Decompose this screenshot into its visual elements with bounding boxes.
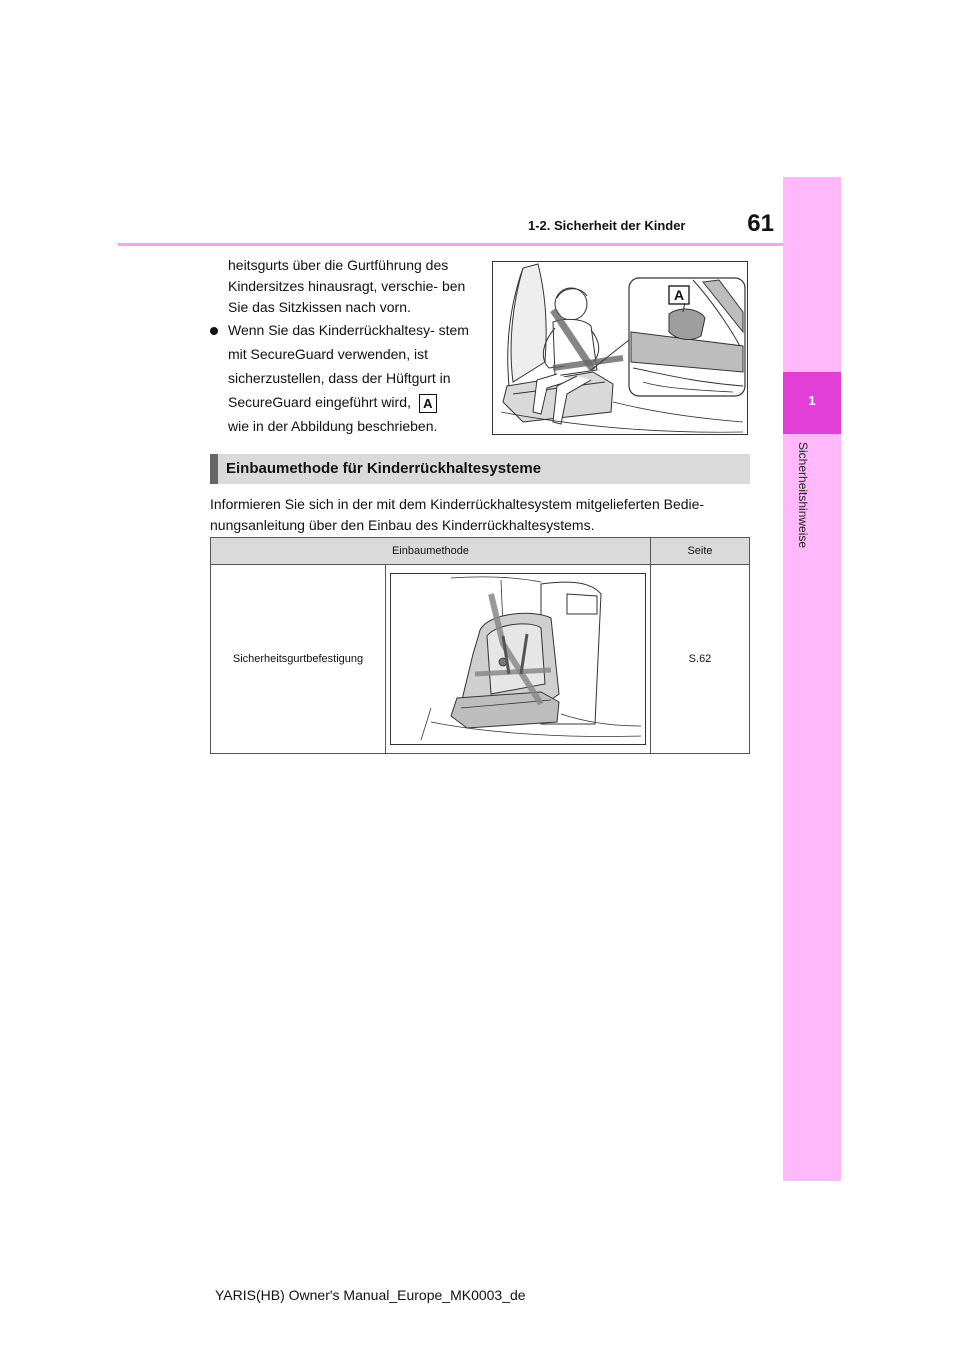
- bullet-paragraph: [228, 318, 480, 438]
- bullet-text-start: Wenn Sie das Kinderrückhaltesy- stem mit SecureGuard verwenden, ist sicherzustellen, dass der Hüftgurt in SecureGuard eingeführt wird,: [228, 322, 469, 410]
- child-seat-drawing: [391, 574, 645, 744]
- child-seat-belt-illustration: [390, 573, 646, 745]
- figure-callout-a: A: [673, 287, 685, 303]
- table-header-row: [211, 538, 750, 565]
- section-title: 1-2. Sicherheit der Kinder: [528, 218, 686, 233]
- section-heading-accent: [210, 454, 218, 484]
- page-reference-cell: S.62: [651, 565, 750, 754]
- column-header-method: Einbaumethode: [211, 538, 651, 565]
- table-row: [211, 565, 750, 754]
- chapter-number: 1: [808, 393, 816, 408]
- chapter-side-band: [783, 177, 841, 1181]
- booster-seat-illustration: [492, 261, 748, 435]
- method-cell: Sicherheitsgurtbefestigung: [211, 565, 386, 754]
- callout-marker-a: A: [419, 394, 437, 413]
- header-rule: [118, 243, 783, 246]
- bullet-text-end: wie in der Abbildung beschrieben.: [228, 418, 438, 434]
- section-heading: Einbaumethode für Kinderrückhaltesysteme: [226, 460, 542, 477]
- illustration-cell: [386, 565, 651, 754]
- intro-paragraph: Informieren Sie sich in der mit dem Kinderrückhaltesystem mitgelieferten Bedie- nungsanleitung über den Einbau des Kinderrückhaltesystems.: [210, 496, 705, 533]
- page-number: 61: [747, 210, 774, 237]
- bullet-icon: [210, 327, 218, 335]
- footer-manual-id: YARIS(HB) Owner's Manual_Europe_MK0003_de: [215, 1287, 526, 1303]
- chapter-label: Sicherheitshinweise: [796, 442, 810, 549]
- installation-method-table: [210, 537, 750, 754]
- column-header-page: Seite: [651, 538, 750, 565]
- paragraph-continued: heitsgurts über die Gurtführung des Kindersitzes hinausragt, verschie- ben Sie das Sitzkissen nach vorn.: [228, 257, 466, 315]
- booster-seat-drawing: [493, 262, 747, 434]
